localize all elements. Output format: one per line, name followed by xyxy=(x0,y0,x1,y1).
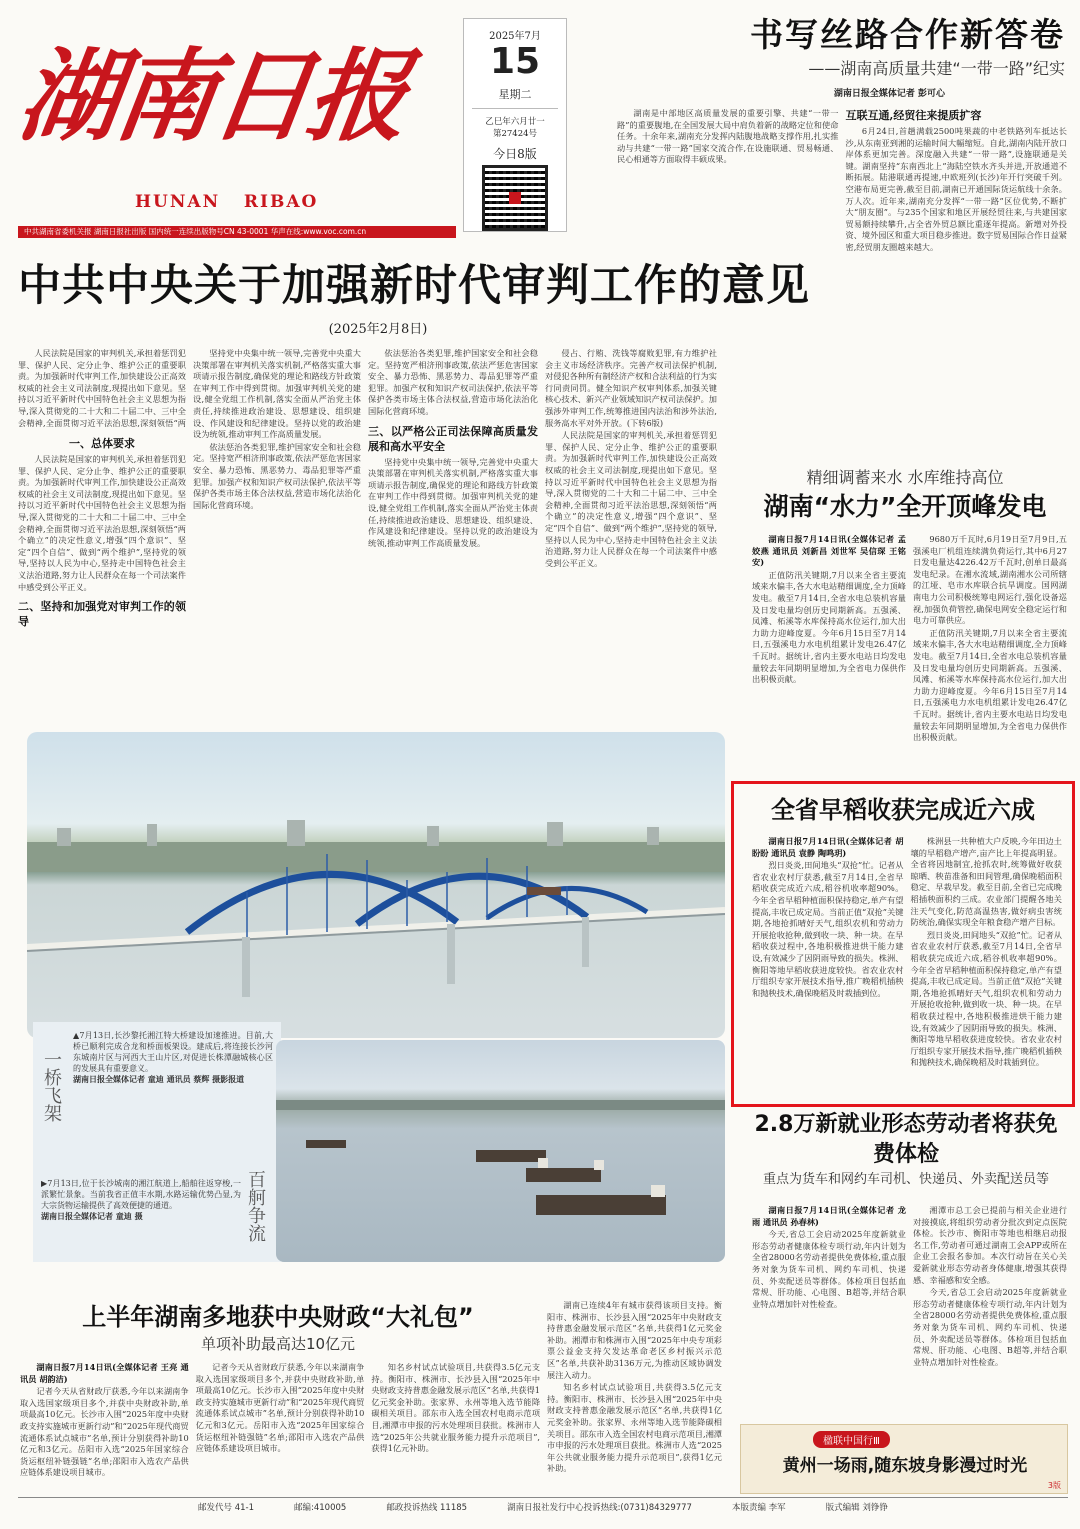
promo-page: 3版 xyxy=(1047,1481,1061,1490)
opinion-col3: 依法惩治各类犯罪,维护国家安全和社会稳定。坚持宽严相济刑事政策,依法严惩危害国家安全、暴力恐怖、黑恶势力、毒品犯罪等严重犯罪。加强产权和知识产权司法保护,依法平等保护各类市场主体合法权益,营造市场化法治化国际化营商环境。 三、以严格公正司法保障高质量发展和高水平安全 坚持党中央集中统一领导,完善党中央重大决策部署在审判机关落实机制,严格落实重大事项请示报告制度,确保党的理论和路线方针政策在审判工作中得到贯彻。加强审判机关党的建设,健全党组工作机制,落实全面从严治党主体责任,持续推进政治建设、思想建设、组织建设、作风建设和纪律建设。坚持以党的政治建设为统领,推动审判工作高质量发展。 xyxy=(368,348,538,548)
caption-title-barges: 百舸争流 xyxy=(245,1170,266,1242)
footer-layout-editor: 版式编辑 刘铮铮 xyxy=(825,1503,888,1513)
rice-byline: 湖南日报7月14日讯(全媒体记者 胡盼盼 通讯员 袁静 陶鸣玥) xyxy=(752,836,904,858)
labor-columns: 湖南日报7月14日讯(全媒体记者 龙雨 通讯员 孙春林) 今天,省总工会启动2025年度新就业形态劳动者健康体检专项行动,年内计划为全省28000名劳动者提供免费体检,重点服务对象为货车司机、网约车司机、快递员、外卖配送员等群体。体检项目包括血常规、肝功能、心电图、B超等,并结合职业特点增加针对性检查。 湘潭市总工会已提前与相关企业进行对接摸底,将组织劳动者分批次到定点医院体检。长沙市、衡阳市等地也相继启动报名工作,劳动者可通过湖南工会APP或所在企业工会报名参加。本次行动旨在关心关爱新就业形态劳动者身体健康,增强其获得感、幸福感和安全感。 今天,省总工会启动2025年度新就业形态劳动者健康体检专项行动,年内计划为全省28000名劳动者提供免费体检,重点服务对象为货车司机、网约车司机、快递员、外卖配送员等群体。体检项目包括血常规、肝功能、心电图、B超等,并结合职业特点增加针对性检查。 xyxy=(752,1205,1067,1367)
fiscal-subtitle: 单项补助最高达10亿元 xyxy=(200,1335,356,1353)
opinion-col1: 人民法院是国家的审判机关,承担着惩罚犯罪、保护人民、定分止争、维护公正的重要职责。为加强新时代审判工作,加快建设公正高效权威的社会主义司法制度,现提出如下意见。坚持以习近平新时代中国特色社会主义思想为指导,深入贯彻党的二十大和二十届二中、三中全会精神,全面贯彻习近平法治思想,深刻领悟“两 一、总体要求 人民法院是国家的审判机关,承担着惩罚犯罪、保护人民、定分止争、维护公正的重要职责。为加强新时代审判工作,加快建设公正高效权威的社会主义司法制度,现提出如下意见。坚持以习近平新时代中国特色社会主义思想为指导,深入贯彻党的二十大和二十届二中、三中全会精神,全面贯彻习近平法治思想,深刻领悟“两个确立”的决定性意义,增强“四个意识”、坚定“四个自信”、做到“两个维护”,坚持党的领导,坚持以人民为中心,坚持走中国特色社会主义法治道路,努力让人民群众在每一个司法案件中感受到公平正义。 二、坚持和加强党对审判工作的领导 xyxy=(18,348,186,629)
fiscal-title: 上半年湖南多地获中央财政“大礼包” xyxy=(82,1303,474,1331)
photo-caption-panel xyxy=(33,1022,281,1262)
footer-zip: 邮编:410005 xyxy=(294,1503,347,1513)
date-box xyxy=(463,18,567,232)
bridge-illustration xyxy=(27,732,725,1038)
date-lunar: 乙巳年六月廿一 xyxy=(485,117,545,127)
labor-article xyxy=(740,1110,1072,1190)
section-heading-general: 一、总体要求 xyxy=(69,437,135,450)
masthead-pinyin: HUNAN RIBAO xyxy=(135,192,319,212)
date-day: 15 xyxy=(489,41,541,82)
labor-byline: 湖南日报7月14日讯(全媒体记者 龙雨 通讯员 孙春林) xyxy=(752,1205,906,1227)
masthead-logo xyxy=(11,6,450,212)
silk-road-intro: 湖南是中部地区高质量发展的重要引擎、共建“一带一路”的重要腹地,在全国发展大局中肩负着新的战略定位和使命任务。十余年来,湖南充分发挥内陆腹地战略支撑作用,扎实推动与共建“一带一路”国家交流合作,在设施联通、贸易畅通、民心相通等方面取得丰硕成果。 xyxy=(617,108,839,165)
opinion-col4: 侵占、行贿、洗钱等腐败犯罪,有力维护社会主义市场经济秩序。完善产权司法保护机制,对侵犯各种所有制经济产权和合法利益的行为实行同责同罚。健全知识产权审判体系,加强关键核心技术、新兴产业领域知识产权司法保护。加强涉外审判工作,统筹推进国内法治和涉外法治,服务高水平对外开放。(下转6版) 人民法院是国家的审判机关,承担着惩罚犯罪、保护人民、定分止争、维护公正的重要职责。为加强新时代审判工作,加快建设公正高效权威的社会主义司法制度,现提出如下意见。坚持以习近平新时代中国特色社会主义思想为指导,深入贯彻党的二十大和二十届二中、三中全会精神,全面贯彻习近平法治思想,深刻领悟“两个确立”的决定性意义,增强“四个意识”、坚定“四个自信”、做到“两个维护”,坚持党的领导,坚持以人民为中心,坚持走中国特色社会主义法治道路,努力让人民群众在每一个司法案件中感受到公平正义。 xyxy=(545,348,717,568)
bridge-photo xyxy=(27,732,725,1038)
headline-date: (2025年2月8日) xyxy=(328,322,428,337)
labor-title: 2.8万新就业形态劳动者将获免费体检 xyxy=(754,1112,1058,1167)
labor-body: 今天,省总工会启动2025年度新就业形态劳动者健康体检专项行动,年内计划为全省28000名劳动者提供免费体检,重点服务对象为货车司机、网约车司机、快递员、外卖配送员等群体。体检项目包括血常规、肝功能、心电图、B超等,并结合职业特点增加针对性检查。 xyxy=(752,1229,906,1309)
footer-rule xyxy=(18,1497,1068,1498)
qr-code[interactable] xyxy=(485,168,545,228)
rice-body-2: 株洲县一共种植大户反映,今年田边土壤的早稻稳产增产,亩产比上年提高明显。全省将因地制宜,抢抓农时,统筹做好收获晾晒、秧苗准备和田间管理,确保晚稻面积稳定、早栽早发。截至目前,全省已完成晚稻插秧面积约三成。农业部门提醒各地关注天气变化,防范高温热害,做好病虫害统防统治,确保实现全年粮食稳产增产目标。 xyxy=(910,836,1062,928)
labor-body-2: 湘潭市总工会已提前与相关企业进行对接摸底,将组织劳动者分批次到定点医院体检。长沙市、衡阳市等地也相继启动报名工作,劳动者可通过湖南工会APP或所在企业工会报名参加。本次行动旨在关心关爱新就业形态劳动者身体健康,增强其获得感、幸福感和安全感。 xyxy=(913,1205,1067,1285)
main-headline: 中共中央关于加强新时代审判工作的意见 xyxy=(18,261,810,311)
fiscal-body: 记者今天从省财政厅获悉,今年以来湖南争取入选国家级项目多个,并获中央财政补助,单项最高10亿元。长沙市入围“2025年度中央财政支持实施城市更新行动”和“2025年现代商贸流通体系试点城市”名单,预计分别获得补助10亿元和3亿元。岳阳市入选“2025年国家综合货运枢纽补链强链”名单;邵阳市入选农产品供应链体系建设项目城市。 xyxy=(20,1386,189,1478)
fiscal-body-3: 湖南已连续4年有城市获得该项目支持。衡阳市、株洲市、长沙县入围“2025年中央财政支持普惠金融发展示范区”名单,共获得1亿元奖金补助。湘潭市和株洲市入围“2025年中央专项彩票公益金支持欠发达革命老区乡村振兴示范区”名单,共获补助3136万元,为推动区域协调发展注入动力。 xyxy=(547,1300,722,1380)
water-kicker: 精细调蓄来水 水库维持高位 xyxy=(806,468,1004,487)
water-article xyxy=(740,466,1070,524)
water-body: 正值防汛关键期,7月以来全省主要流域来水偏丰,各大水电站精细调度,全力顶峰发电。截至7月14日,全省水电总装机容量及日发电量均创历史同期新高。五强溪、凤滩、柘溪等水库保持高水位运行,加大出力助力迎峰度夏。今年6月15日至7月14日,五强溪电力水电机组累计发电26.47亿千瓦时。据统计,省内主要水电站日均发电量较去年同期明显增加,为全省电力保供作出积极贡献。 xyxy=(752,569,906,685)
masthead-strip: 中共湖南省委机关报 湖南日报社出版 国内统一连续出版物号CN 43-0001 华声在线:www.voc.com.cn xyxy=(18,226,456,238)
section-heading-justice: 三、以严格公正司法保障高质量发展和高水平安全 xyxy=(368,424,538,453)
date-weekday: 星期二 xyxy=(498,88,532,101)
water-byline: 湖南日报7月14日讯(全媒体记者 孟姣燕 通讯员 刘新昌 刘世军 吴信琛 王铭安) xyxy=(752,534,906,568)
barges-illustration xyxy=(276,1040,725,1262)
fiscal-article xyxy=(18,1300,538,1354)
rice-body: 烈日炎炎,田间地头“双抢”忙。记者从省农业农村厅获悉,截至7月14日,全省早稻收获完成近六成,稻谷机收率超90%。今年全省早稻种植面积保持稳定,单产有望提高,丰收已成定局。当前正值“双抢”关键期,各地抢抓晴好天气,组织农机和劳动力开展抢收抢种,做到收一块、种一块。在早稻收获过程中,各地积极推进烘干能力建设,有效减少了因阴雨导致的损失。株洲、衡阳等地早稻收获进度较快。省农业农村厅组织专家开展技术指导,推广晚稻机插秧和抛秧技术,确保晚稻及时栽插到位。 xyxy=(752,860,904,998)
fiscal-body-2: 知名乡村试点试验项目,共获得3.5亿元支持。衡阳市、株洲市、长沙县入围“2025年中央财政支持普惠金融发展示范区”名单,共获得1亿元奖金补助。张家界、永州等地入选节能降碳相关项目。邵东市入选全国农村电商示范项目,湘潭市申报的污水处理项目获批。株洲市人选“2025年公共就业服务能力提升示范项目”,获得1亿元补助。 xyxy=(371,1362,540,1454)
silk-road-title: 书写丝路合作新答卷 xyxy=(750,15,1065,54)
caption-barges: ▶7月13日,位于长沙城南的湘江航道上,船舶往返穿梭,一派繁忙景象。当前我省正值丰水期,水路运输优势凸显,为大宗货物运输提供了高效便捷的通道。 湖南日报全媒体记者 童迪 摄 xyxy=(41,1179,241,1221)
footer-postal-code: 邮发代号 41-1 xyxy=(198,1503,254,1513)
promo-box[interactable] xyxy=(740,1424,1068,1494)
rice-article xyxy=(731,781,1075,1107)
fiscal-column-right: 湖南已连续4年有城市获得该项目支持。衡阳市、株洲市、长沙县入围“2025年中央财政支持普惠金融发展示范区”名单,共获得1亿元奖金补助。湘潭市和株洲市入围“2025年中央专项彩票公益金支持欠发达革命老区乡村振兴示范区”名单,共获补助3136万元,为推动区域协调发展注入动力。 知名乡村试点试验项目,共获得3.5亿元支持。衡阳市、株洲市、长沙县入围“2025年中央财政支持普惠金融发展示范区”名单,共获得1亿元奖金补助。张家界、永州等地入选节能降碳相关项目。邵东市入选全国农村电商示范项目,湘潭市申报的污水处理项目获批。株洲市人选“2025年公共就业服务能力提升示范项目”,获得1亿元补助。 xyxy=(547,1300,722,1474)
issue-number: 第27424号 xyxy=(492,129,538,139)
water-title: 湖南“水力”全开顶峰发电 xyxy=(763,492,1047,521)
masthead-title: 湖南日报 xyxy=(11,37,413,155)
fiscal-columns: 湖南日报7月14日讯(全媒体记者 王亮 通讯员 胡韵洁) 记者今天从省财政厅获悉,今年以来湖南争取入选国家级项目多个,并获中央财政补助,单项最高10亿元。长沙市入围“2025年度中央财政支持实施城市更新行动”和“2025年现代商贸流通体系试点城市”名单,预计分别获得补助10亿元和3亿元。岳阳市入选“2025年国家综合货运枢纽补链强链”名单;邵阳市入选农产品供应链体系建设项目城市。 记者今天从省财政厅获悉,今年以来湖南争取入选国家级项目多个,并获中央财政补助,单项最高10亿元。长沙市入围“2025年度中央财政支持实施城市更新行动”和“2025年现代商贸流通体系试点城市”名单,预计分别获得补助10亿元和3亿元。岳阳市入选“2025年国家综合货运枢纽补链强链”名单;邵阳市入选农产品供应链体系建设项目城市。 知名乡村试点试验项目,共获得3.5亿元支持。衡阳市、株洲市、长沙县入围“2025年中央财政支持普惠金融发展示范区”名单,共获得1亿元奖金补助。张家界、永州等地入选节能降碳相关项目。邵东市入选全国农村电商示范项目,湘潭市申报的污水处理项目获批。株洲市人选“2025年公共就业服务能力提升示范项目”,获得1亿元补助。 xyxy=(20,1362,540,1478)
silk-road-subtitle: ——湖南高质量共建“一带一路”纪实 xyxy=(808,59,1065,78)
fiscal-byline: 湖南日报7月14日讯(全媒体记者 王亮 通讯员 胡韵洁) xyxy=(20,1362,189,1384)
silk-road-byline: 湖南日报全媒体记者 彭可心 xyxy=(833,89,945,99)
footer-editor: 本版责编 李军 xyxy=(731,1503,786,1513)
promo-label: 楹联中国行Ⅲ xyxy=(813,1431,890,1448)
caption-bridge: ▲7月13日,长沙黎托湘江特大桥建设加速推进。目前,大桥已顺利完成合龙和桥面板架设。建成后,将连接长沙河东城南片区与河西大王山片区,对促进长株潭融城核心区的发展具有重要意义。 湖南日报全媒体记者 童迪 通讯员 蔡辉 摄影报道 xyxy=(73,1031,273,1084)
rice-title: 全省早稻收获完成近六成 xyxy=(771,796,1035,824)
section-heading-leadership: 二、坚持和加强党对审判工作的领导 xyxy=(18,600,186,629)
water-body-2: 9680万千瓦时,6月19日至7月9日,五强溪电厂机组连续满负荷运行,其中6月27日发电量达4226.42万千瓦时,创单日最高发电纪录。在湘水流域,湖南湘水公司所辖的江垭、皂市水库联合抗旱调度。国网湖南电力公司积极统筹电网运行,强化设备巡视,加强负荷管控,确保电网安全稳定运行和电力可靠供应。 xyxy=(913,534,1067,626)
date-year-month: 2025年7月 xyxy=(489,31,541,42)
labor-subtitle: 重点为货车和网约车司机、快递员、外卖配送员等 xyxy=(762,1172,1049,1187)
silk-road-subheading: 互联互通,经贸往来提质扩容 xyxy=(845,109,982,122)
opinion-col2: 坚持党中央集中统一领导,完善党中央重大决策部署在审判机关落实机制,严格落实重大事项请示报告制度,确保党的理论和路线方针政策在审判工作中得到贯彻。加强审判机关党的建设,健全党组工作机制,落实全面从严治党主体责任,持续推进政治建设、思想建设、组织建设、作风建设和纪律建设。坚持以党的政治建设为统领,推动审判工作高质量发展。 依法惩治各类犯罪,维护国家安全和社会稳定。坚持宽严相济刑事政策,依法严惩危害国家安全、暴力恐怖、黑恶势力、毒品犯罪等严重犯罪。加强产权和知识产权司法保护,依法平等保护各类市场主体合法权益,营造市场化法治化国际化营商环境。 xyxy=(193,348,361,510)
footer-complaint-hotline: 邮政投诉热线 11185 xyxy=(386,1503,468,1513)
footer xyxy=(18,1501,1068,1519)
water-columns: 湖南日报7月14日讯(全媒体记者 孟姣燕 通讯员 刘新昌 刘世军 吴信琛 王铭安) 正值防汛关键期,7月以来全省主要流域来水偏丰,各大水电站精细调度,全力顶峰发电。截至7月14日,全省水电总装机容量及日发电量均创历史同期新高。五强溪、凤滩、柘溪等水库保持高水位运行,加大出力助力迎峰度夏。今年6月15日至7月14日,五强溪电力水电机组累计发电26.47亿千瓦时。据统计,省内主要水电站日均发电量较去年同期明显增加,为全省电力保供作出积极贡献。 9680万千瓦时,6月19日至7月9日,五强溪电厂机组连续满负荷运行,其中6月27日发电量达4226.42万千瓦时,创单日最高发电纪录。在湘水流域,湖南湘水公司所辖的江垭、皂市水库联合抗旱调度。国网湖南电力公司积极统筹电网运行,强化设备巡视,加强负荷管控,确保电网安全稳定运行和电力可靠供应。 正值防汛关键期,7月以来全省主要流域来水偏丰,各大水电站精细调度,全力顶峰发电。截至7月14日,全省水电总装机容量及日发电量均创历史同期新高。五强溪、凤滩、柘溪等水库保持高水位运行,加大出力助力迎峰度夏。今年6月15日至7月14日,五强溪电力水电机组累计发电26.47亿千瓦时。据统计,省内主要水电站日均发电量较去年同期明显增加,为全省电力保供作出积极贡献。 xyxy=(752,534,1067,743)
caption-title-bridge: 一桥飞架 xyxy=(41,1050,62,1122)
silk-road-body: 6月24日,首趟满载2500吨果蔬的中老铁路列车抵达长沙,从东南亚到湘的运输时间大幅缩短。自此,湖南内陆开放口岸体系更加完善。深度融入共建“一带一路”,设施联通是关键。湖南坚持“东南西北上”海陆空铁水齐头并进,开放通道不断拓展。陆港联通再提速,中欧班列(长沙)年开行突破千列。空港布局更完善,截至目前,湖南已开通国际货运航线十余条。万人次。近年来,湖南充分发挥“一带一路”区位优势,不断扩大“朋友圈”。与235个国家和地区开展经贸往来,与共建国家贸易额持续攀升,占全省外贸总额比重逐年提高。新增对外投资、境外园区和重大项目稳步推进。数字贸易国际合作日益紧密,经贸朋友圈越来越大。 xyxy=(845,126,1067,252)
promo-title: 黄州一场雨,随东坡身影漫过时光 xyxy=(782,1456,1028,1476)
rice-columns: 湖南日报7月14日讯(全媒体记者 胡盼盼 通讯员 袁静 陶鸣玥) 烈日炎炎,田间地头“双抢”忙。记者从省农业农村厅获悉,截至7月14日,全省早稻收获完成近六成,稻谷机收率超90%。今年全省早稻种植面积保持稳定,单产有望提高,丰收已成定局。当前正值“双抢”关键期,各地抢抓晴好天气,组织农机和劳动力开展抢收抢种,做到收一块、种一块。在早稻收获过程中,各地积极推进烘干能力建设,有效减少了因阴雨导致的损失。株洲、衡阳等地早稻收获进度较快。省农业农村厅组织专家开展技术指导,推广晚稻机插秧和抛秧技术,确保晚稻及时栽插到位。 株洲县一共种植大户反映,今年田边土壤的早稻稳产增产,亩产比上年提高明显。全省将因地制宜,抢抓农时,统筹做好收获晾晒、秧苗准备和田间管理,确保晚稻面积稳定、早栽早发。截至目前,全省已完成晚稻插秧面积约三成。农业部门提醒各地关注天气变化,防范高温热害,做好病虫害统防统治,确保实现全年粮食稳产增产目标。 烈日炎炎,田间地头“双抢”忙。记者从省农业农村厅获悉,截至7月14日,全省早稻收获完成近六成,稻谷机收率超90%。今年全省早稻种植面积保持稳定,单产有望提高,丰收已成定局。当前正值“双抢”关键期,各地抢抓晴好天气,组织农机和劳动力开展抢收抢种,做到收一块、种一块。在早稻收获过程中,各地积极推进烘干能力建设,有效减少了因阴雨导致的损失。株洲、衡阳等地早稻收获进度较快。省农业农村厅组织专家开展技术指导,推广晚稻机插秧和抛秧技术,确保晚稻及时栽插到位。 xyxy=(752,836,1062,1068)
footer-distribution-hotline: 湖南日报社发行中心投诉热线:(0731)84329777 xyxy=(507,1503,692,1513)
page-count: 今日8版 xyxy=(493,147,537,161)
barges-photo xyxy=(276,1040,725,1262)
